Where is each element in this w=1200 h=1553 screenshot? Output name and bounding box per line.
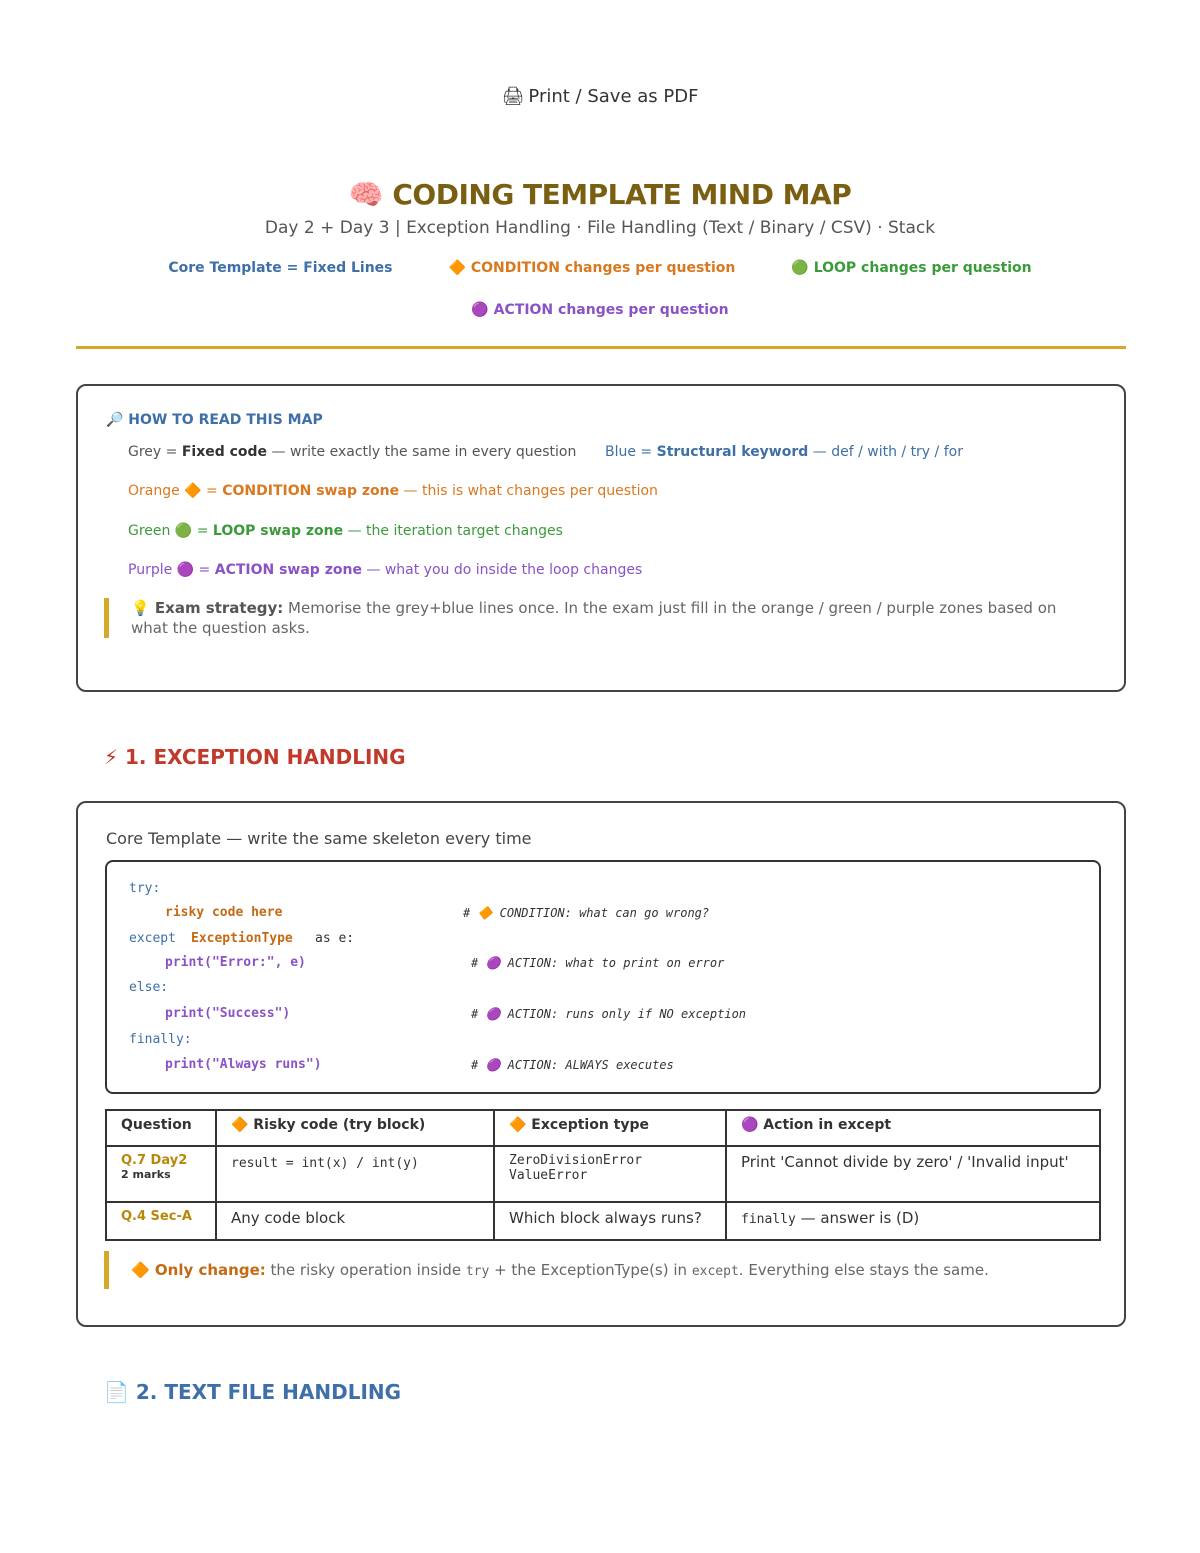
legend-action: 🟣 ACTION changes per question [471,302,729,318]
code-print-always: print("Always runs") [165,1057,322,1072]
header-exception-type: 🔶 Exception type [494,1110,726,1146]
table-row [106,1146,1100,1202]
printer-icon: 🖨 [501,86,525,107]
legend-grey-line: Grey = Fixed code — write exactly the same in every question [128,444,577,460]
how-to-read-panel [76,384,1126,692]
cell-question: Q.4 Sec-A [106,1202,216,1240]
cell-risky-code: Any code block [216,1202,494,1240]
cell-action: Print 'Cannot divide by zero' / 'Invalid input' [726,1146,1100,1202]
legend-row-2 [0,302,1200,318]
page-subtitle: Day 2 + Day 3 | Exception Handling · File Handling (Text / Binary / CSV) · Stack [264,218,936,238]
code-except: except [129,931,176,946]
header-action: 🟣 Action in except [726,1110,1100,1146]
cell-action: finally — answer is (D) [726,1202,1100,1240]
code-comment-action-3: # 🟣 ACTION: ALWAYS executes [471,1058,674,1072]
section-exception-handling-title: ⚡ 1. EXCEPTION HANDLING [104,745,406,769]
code-print-error: print("Error:", e) [165,955,306,970]
legend-orange-line: Orange 🔶 = CONDITION swap zone — this is what changes per question [128,483,658,499]
code-print-success: print("Success") [165,1006,291,1021]
code-comment-action-2: # 🟣 ACTION: runs only if NO exception [471,1007,747,1021]
code-exception-type: ExceptionType [191,931,293,946]
cell-question: Q.7 Day2 2 marks [106,1146,216,1202]
cell-exception-type: Which block always runs? [494,1202,726,1240]
header-question: Question [106,1110,216,1146]
legend-purple-line: Purple 🟣 = ACTION swap zone — what you do inside the loop changes [128,562,643,578]
code-as-e: as e: [315,931,355,946]
brain-icon: 🧠 [348,178,384,211]
code-try: try: [129,881,161,896]
legend-core: Core Template = Fixed Lines [168,260,393,276]
cell-exception-type: ZeroDivisionError ValueError [494,1146,726,1202]
legend-condition: 🔶 CONDITION changes per question [448,260,736,276]
divider [76,346,1126,349]
question-table [105,1109,1101,1241]
code-risky: risky code here [165,905,283,920]
code-comment-condition: # 🔶 CONDITION: what can go wrong? [463,906,710,920]
section-text-file-handling-title: 📄 2. TEXT FILE HANDLING [104,1380,402,1404]
exam-strategy-tip: 💡 Exam strategy: Memorise the grey+blue lines once. In the exam just fill in the orange / green / purple zones based on what the question asks. [104,598,1094,638]
legend-blue-line: Blue = Structural keyword — def / with / try / for [605,444,963,460]
legend-loop: 🟢 LOOP changes per question [791,260,1032,276]
code-else: else: [129,980,169,995]
table-row [106,1202,1100,1240]
legend [0,260,1200,276]
legend-green-line: Green 🟢 = LOOP swap zone — the iteration target changes [128,523,563,539]
how-to-read-title: 🔎 HOW TO READ THIS MAP [106,412,323,428]
only-change-note: 🔶 Only change: the risky operation inside try + the ExceptionType(s) in except. Everything else stays the same. [104,1251,1094,1289]
header-risky-code: 🔶 Risky code (try block) [216,1110,494,1146]
exception-handling-panel [76,801,1126,1327]
print-label: Print / Save as PDF [528,86,699,107]
table-header-row [106,1110,1100,1146]
code-block [105,860,1101,1094]
page-title: 🧠 CODING TEMPLATE MIND MAP [348,178,852,211]
code-comment-action-1: # 🟣 ACTION: what to print on error [471,956,725,970]
cell-risky-code: result = int(x) / int(y) [216,1146,494,1202]
print-button[interactable] [0,86,1200,107]
core-template-label: Core Template — write the same skeleton every time [106,829,532,848]
code-finally: finally: [129,1032,192,1047]
